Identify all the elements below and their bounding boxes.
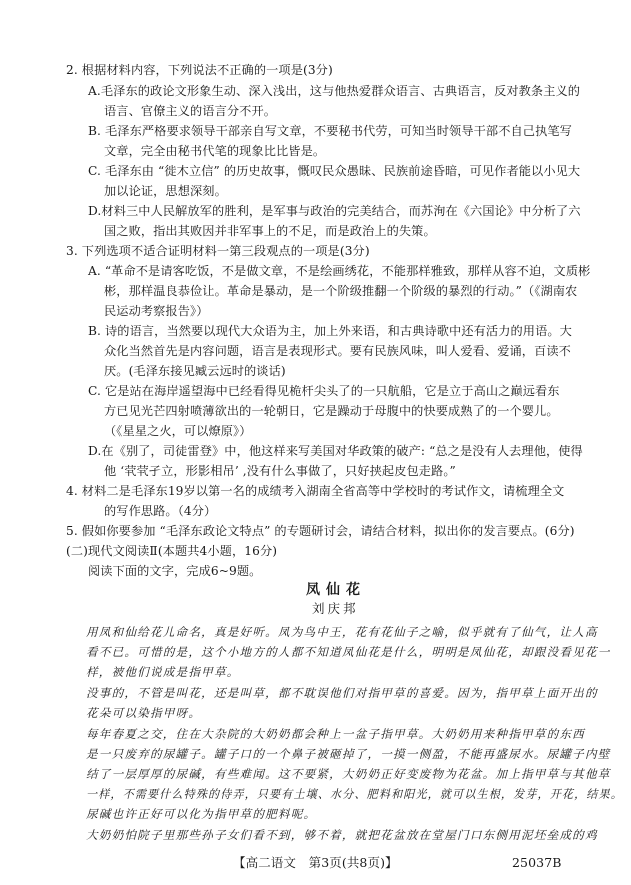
q3-option-d-line1: D.在《别了，司徒雷登》中，他这样来写美国对华政策的破产: “总之是没有人去理他，使得 <box>88 444 583 458</box>
q3-option-c-line3: （《星星之火，可以燎原》） <box>104 424 252 438</box>
article-author: 刘庆邦 <box>312 601 359 616</box>
q3-option-b-line3: 厌。(毛泽东接见臧云远时的谈话) <box>104 364 286 378</box>
exam-code: 25037B <box>512 855 562 870</box>
p1-line3: 样，被他们说成是指甲草。 <box>86 665 240 679</box>
q3-option-a-line2: 彬，那样温良恭俭让。革命是暴动，是一个阶级推翻一个阶级的暴烈的行动。”（《湖南农 <box>104 284 578 298</box>
q3-option-c-line2: 方已见光芒四射喷薄欲出的一轮朝日，它是躁动于母腹中的快要成熟了的一个婴儿。 <box>104 404 559 418</box>
q2-option-a-line2: 语言、官僚主义的语言分不开。 <box>104 104 277 118</box>
q2-option-a-line1: A.毛泽东的政论文形象生动、深入浅出，这与他热爱群众语言、古典语言，反对教条主义的 <box>88 84 581 98</box>
page-footer: 【高二语文 第3页(共8页)】 <box>233 855 398 870</box>
q3-option-b-line1: B. 诗的语言，当然要以现代大众语为主，加上外来语，和古典诗歌中还有活力的用语。大 <box>88 324 572 338</box>
q4-line2: 的写作思路。（4分） <box>104 504 217 518</box>
q2-option-c-line1: C. 毛泽东由 “徙木立信” 的历史故事，慨叹民众愚昧、民族前途昏暗，可见作者能以小见大 <box>88 164 581 178</box>
p1-line2: 看不已。可惜的是，这个小地方的人都不知道凤仙花是什么，明明是凤仙花，却跟没看见花一 <box>86 645 611 659</box>
q3-option-d-line2: 他 ‘茕茕孑立，形影相吊’ ,没有什么事做了，只好挟起皮包走路。” <box>104 464 456 478</box>
q2-option-b-line2: 文章，完全由秘书代笔的现象比比皆是。 <box>104 144 326 158</box>
p4-line1: 大奶奶怕院子里那些孙子女们看不到，够不着，就把花盆放在堂屋门口东侧用泥坯垒成的鸡 <box>86 828 598 842</box>
p3-line1: 每年春夏之交，住在大杂院的大奶奶都会种上一盆子指甲草。大奶奶用来种指甲草的东西 <box>86 727 585 741</box>
p3-line4: 一样，不需要什么特殊的侍弄，只要有土壤、水分、肥料和阳光，就可以生根，发芽，开花，结果。 <box>86 787 623 801</box>
q4-line1: 4. 材料二是毛泽东19岁以第一名的成绩考入湖南全省高等中学校时的考试作文，请梳理全文 <box>66 484 565 498</box>
q3-option-a-line3: 民运动考察报告》） <box>104 304 209 318</box>
q2-option-d-line2: 国之败，指出其败因并非军事上的不足，而是政治上的失策。 <box>104 224 436 238</box>
p1-line1: 用凤和仙给花儿命名，真是好听。凤为鸟中王，花有花仙子之喻，似乎就有了仙气，让人高 <box>86 625 598 639</box>
q2-option-c-line2: 加以论证，思想深刻。 <box>104 184 227 198</box>
q3-option-c-line1: C. 它是站在海岸遥望海中已经看得见桅杆尖头了的一只航船，它是立于高山之巅远看东 <box>88 384 560 398</box>
p2-line2: 花朵可以染指甲呀。 <box>86 706 202 720</box>
p3-line3: 结了一层厚厚的尿碱，有些难闻。这不要紧，大奶奶正好变废物为花盆。加上指甲草与其他草 <box>86 767 611 781</box>
q3-option-b-line2: 众化当然首先是内容问题，语言是表现形式。要有民族风味，叫人爱看、爱诵，百读不 <box>104 344 571 358</box>
q2-option-b-line1: B. 毛泽东严格要求领导干部亲自写文章，不要秘书代劳，可知当时领导干部不自己执笔写 <box>88 124 572 138</box>
q2-option-d-line1: D.材料三中人民解放军的胜利，是军事与政治的完美结合，而苏洵在《六国论》中分析了六 <box>88 204 581 218</box>
q3-stem: 3. 下列选项不适合证明材料一第三段观点的一项是(3分) <box>66 244 370 258</box>
p3-line2: 是一只废弃的尿罐子。罐子口的一个鼻子被砸掉了，一摸一侧盈，不能再盛尿水。尿罐子内壁 <box>86 747 611 761</box>
q5-stem: 5. 假如你要参加 “毛泽东政论文特点” 的专题研讨会，请结合材料，拟出你的发言要点。(6分) <box>66 524 575 538</box>
p3-line5: 尿碱也许正好可以化为指甲草的肥料呢。 <box>86 807 317 821</box>
section-heading: (二)现代文阅读Ⅱ(本题共4小题，16分) <box>66 544 278 558</box>
q3-option-a-line1: A. “革命不是请客吃饭，不是做文章，不是绘画绣花，不能那样雅致，那样从容不迫，文质彬 <box>88 264 591 278</box>
p2-line1: 没事的，不管是叫花，还是叫草，都不耽误他们对指甲草的喜爱。因为，指甲草上面开出的 <box>86 686 598 700</box>
article-title: 凤仙花 <box>306 582 366 598</box>
reading-instruction: 阅读下面的文字，完成6~9题。 <box>88 564 262 578</box>
q2-stem: 2. 根据材料内容，下列说法不正确的一项是(3分) <box>66 63 333 77</box>
